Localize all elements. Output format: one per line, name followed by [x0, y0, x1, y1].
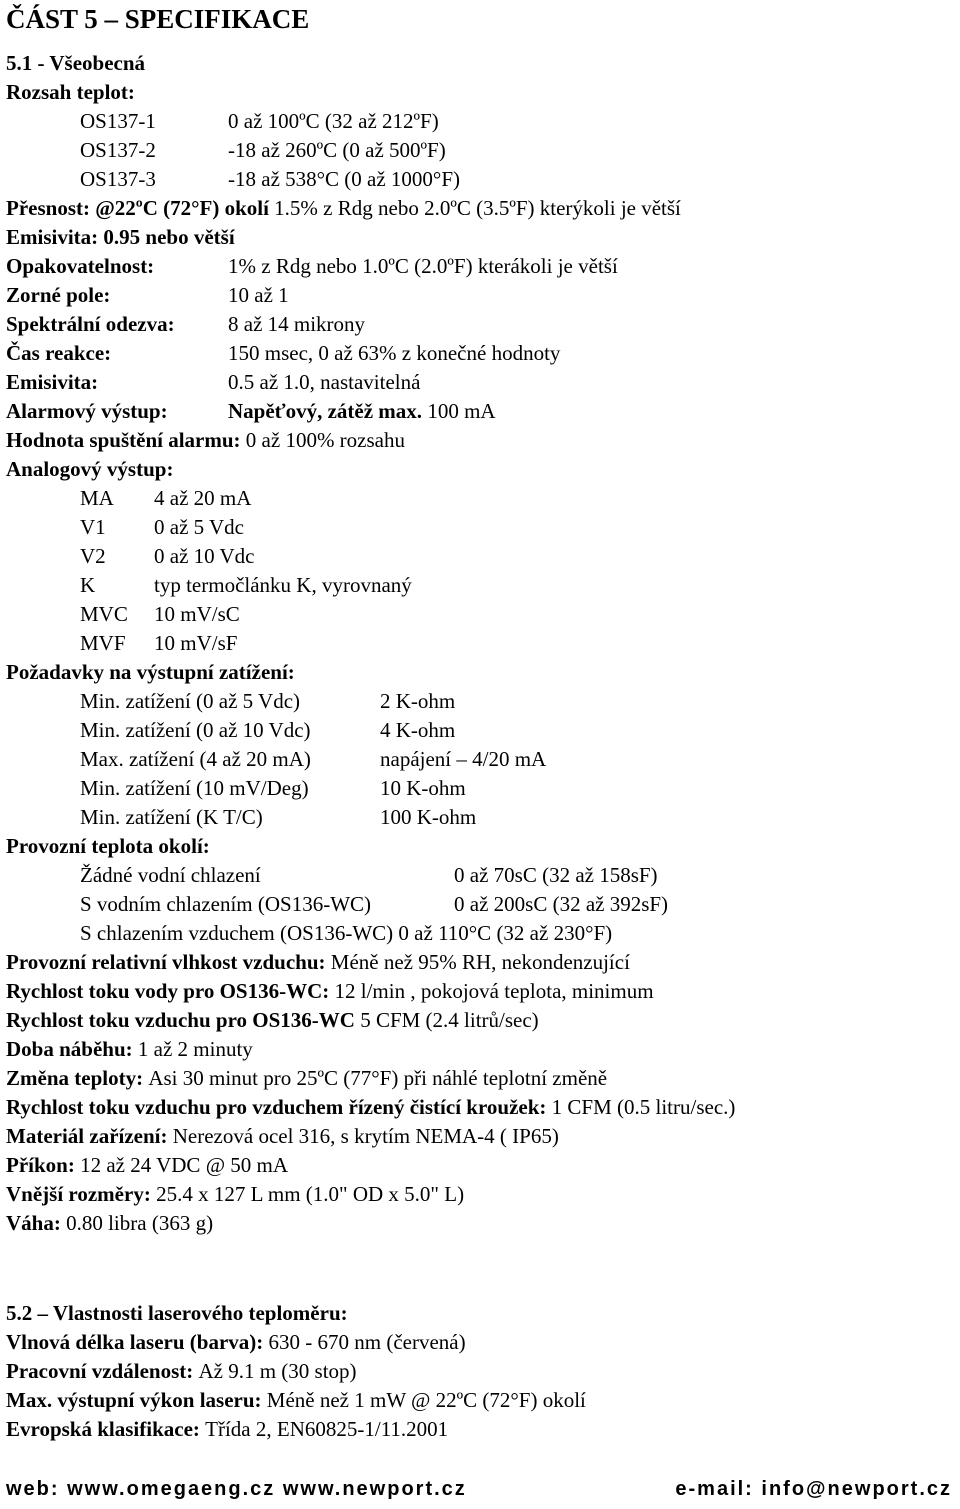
spec-line — [6, 1094, 735, 1120]
load-value: napájení – 4/20 mA — [380, 747, 547, 771]
laser-line — [6, 1358, 357, 1384]
spec-value: Nerezová ocel 316, s krytím NEMA-4 ( IP65) — [172, 1124, 559, 1148]
spec-label: Vnější rozměry: — [6, 1182, 151, 1206]
model-name: OS137-2 — [80, 138, 156, 162]
ambient-name: S chlazením vzduchem (OS136-WC) — [80, 921, 394, 945]
analog-row — [80, 572, 412, 598]
spec-value: 150 msec, 0 až 63% z konečné hodnoty — [228, 341, 561, 365]
ambient-row — [80, 891, 668, 917]
spec-line — [6, 1036, 253, 1062]
spec-label: Změna teploty: — [6, 1066, 144, 1090]
ambient-value: 0 až 110°C (32 až 230°F) — [398, 921, 613, 945]
ambient-name: Žádné vodní chlazení — [80, 863, 261, 887]
accuracy-label: Přesnost: @22ºC (72°F) okolí — [6, 196, 269, 220]
load-row — [80, 688, 455, 714]
analog-desc: 4 až 20 mA — [154, 486, 252, 510]
spec-value: 0.80 libra (363 g) — [66, 1211, 214, 1235]
spec-label: Příkon: — [6, 1153, 75, 1177]
analog-code: V2 — [80, 544, 106, 568]
spec-label: Evropská klasifikace: — [6, 1417, 200, 1441]
ambient-name: S vodním chlazením (OS136-WC) — [80, 892, 372, 916]
spec-row — [6, 369, 420, 395]
spec-line — [6, 1152, 288, 1178]
spec-value: 12 až 24 VDC @ 50 mA — [80, 1153, 289, 1177]
spec-value-unit: 100 mA — [427, 399, 496, 423]
spec-value: Třída 2, EN60825-1/11.2001 — [205, 1417, 449, 1441]
spec-value: Napěťový, zátěž max. — [228, 399, 423, 423]
spec-value: 10 až 1 — [228, 283, 289, 307]
spec-value: 1 až 2 minuty — [137, 1037, 253, 1061]
analog-code: MA — [80, 486, 114, 510]
spec-line — [6, 978, 654, 1004]
model-row — [80, 137, 446, 163]
accuracy-row — [6, 195, 681, 221]
spec-line — [6, 1123, 559, 1149]
analog-row — [80, 601, 240, 627]
analog-desc: 10 mV/sC — [154, 602, 240, 626]
ambient-row — [80, 920, 612, 946]
spec-row — [6, 398, 496, 424]
spec-label: Zorné pole: — [6, 283, 111, 307]
spec-label: Opakovatelnost: — [6, 254, 155, 278]
load-name: Min. zatížení (0 až 5 Vdc) — [80, 689, 301, 713]
load-row — [80, 746, 546, 772]
load-name: Min. zatížení (0 až 10 Vdc) — [80, 718, 311, 742]
spec-label: Čas reakce: — [6, 341, 112, 365]
spec-label: Spektrální odezva: — [6, 312, 175, 336]
load-row — [80, 717, 455, 743]
spec-row — [6, 282, 289, 308]
analog-row — [80, 630, 237, 656]
emissivity-line: Emisivita: 0.95 nebo větší — [6, 225, 235, 249]
spec-row — [6, 311, 365, 337]
page-title: ČÁST 5 – SPECIFIKACE — [6, 4, 310, 34]
analog-label: Analogový výstup: — [6, 457, 174, 481]
spec-value: 1 CFM (0.5 litru/sec.) — [551, 1095, 736, 1119]
analog-row — [80, 485, 251, 511]
spec-line — [6, 1065, 607, 1091]
load-name: Max. zatížení (4 až 20 mA) — [80, 747, 311, 771]
model-name: OS137-1 — [80, 109, 156, 133]
analog-code: K — [80, 573, 96, 597]
laser-line — [6, 1416, 448, 1442]
section-heading-5-1: 5.1 - Všeobecná — [6, 51, 146, 75]
spec-row — [6, 340, 560, 366]
model-name: OS137-3 — [80, 167, 156, 191]
load-label: Požadavky na výstupní zatížení: — [6, 660, 295, 684]
analog-code: V1 — [80, 515, 106, 539]
ambient-label: Provozní teplota okolí: — [6, 834, 210, 858]
analog-desc: 0 až 10 Vdc — [154, 544, 255, 568]
load-value: 10 K-ohm — [380, 776, 466, 800]
spec-label: Hodnota spuštění alarmu: — [6, 428, 241, 452]
ambient-value: 0 až 200sC (32 až 392sF) — [454, 892, 669, 916]
temp-range-label: Rozsah teplot: — [6, 80, 135, 104]
load-row — [80, 804, 476, 830]
spec-label: Rychlost toku vody pro OS136-WC: — [6, 979, 330, 1003]
load-value: 4 K-ohm — [380, 718, 456, 742]
load-name: Min. zatížení (K T/C) — [80, 805, 263, 829]
spec-label: Rychlost toku vzduchu pro OS136-WC — [6, 1008, 355, 1032]
spec-label: Rychlost toku vzduchu pro vzduchem řízený čistící kroužek: — [6, 1095, 547, 1119]
analog-row — [80, 514, 244, 540]
ambient-value: 0 až 70sC (32 až 158sF) — [454, 863, 658, 887]
footer-email-link[interactable]: e-mail: info@newport.cz — [675, 1478, 952, 1500]
analog-code: MVF — [80, 631, 126, 655]
spec-value: Méně než 1 mW @ 22ºC (72°F) okolí — [266, 1388, 586, 1412]
spec-value: 12 l/min , pokojová teplota, minimum — [334, 979, 654, 1003]
model-range: 0 až 100ºC (32 až 212ºF) — [228, 109, 439, 133]
spec-label: Max. výstupní výkon laseru: — [6, 1388, 262, 1412]
spec-value: Až 9.1 m (30 stop) — [198, 1359, 357, 1383]
load-name: Min. zatížení (10 mV/Deg) — [80, 776, 309, 800]
spec-value: 25.4 x 127 L mm (1.0" OD x 5.0" L) — [156, 1182, 465, 1206]
spec-label: Doba náběhu: — [6, 1037, 133, 1061]
spec-value: 1% z Rdg nebo 1.0ºC (2.0ºF) kterákoli je větší — [228, 254, 618, 278]
analog-code: MVC — [80, 602, 128, 626]
spec-label: Provozní relativní vlhkost vzduchu: — [6, 950, 326, 974]
spec-label: Materiál zařízení: — [6, 1124, 168, 1148]
model-row — [80, 108, 439, 134]
spec-label: Váha: — [6, 1211, 61, 1235]
spec-value: 8 až 14 mikrony — [228, 312, 366, 336]
spec-line — [6, 949, 630, 975]
analog-row — [80, 543, 255, 569]
load-row — [80, 775, 466, 801]
model-row — [80, 166, 460, 192]
analog-desc: typ termočlánku K, vyrovnaný — [154, 573, 412, 597]
model-range: -18 až 538°C (0 až 1000°F) — [228, 167, 460, 191]
page-footer — [6, 1476, 952, 1506]
model-range: -18 až 260ºC (0 až 500ºF) — [228, 138, 446, 162]
analog-desc: 10 mV/sF — [154, 631, 238, 655]
spec-label: Vlnová délka laseru (barva): — [6, 1330, 264, 1354]
spec-label: Pracovní vzdálenost: — [6, 1359, 194, 1383]
spec-value: Asi 30 minut pro 25ºC (77°F) při náhlé teplotní změně — [148, 1066, 608, 1090]
spec-line — [6, 1007, 539, 1033]
alarm-set-row — [6, 427, 405, 453]
section-heading-5-2: 5.2 – Vlastnosti laserového teploměru: — [6, 1301, 348, 1325]
footer-web-links[interactable]: web: www.omegaeng.cz www.newport.cz — [6, 1478, 467, 1500]
ambient-row — [80, 862, 658, 888]
spec-label: Emisivita: — [6, 370, 99, 394]
spec-value: 0 až 100% rozsahu — [245, 428, 405, 452]
load-value: 2 K-ohm — [380, 689, 456, 713]
spec-value: 5 CFM (2.4 litrů/sec) — [360, 1008, 539, 1032]
spec-line — [6, 1210, 213, 1236]
accuracy-value: 1.5% z Rdg nebo 2.0ºC (3.5ºF) kterýkoli je větší — [274, 196, 681, 220]
spec-value: 0.5 až 1.0, nastavitelná — [228, 370, 421, 394]
spec-value: 630 - 670 nm (červená) — [268, 1330, 466, 1354]
laser-line — [6, 1387, 586, 1413]
spec-row — [6, 253, 618, 279]
spec-line — [6, 1181, 464, 1207]
spec-value: Méně než 95% RH, nekondenzující — [330, 950, 630, 974]
load-value: 100 K-ohm — [380, 805, 477, 829]
laser-line — [6, 1329, 466, 1355]
spec-label: Alarmový výstup: — [6, 399, 168, 423]
analog-desc: 0 až 5 Vdc — [154, 515, 244, 539]
